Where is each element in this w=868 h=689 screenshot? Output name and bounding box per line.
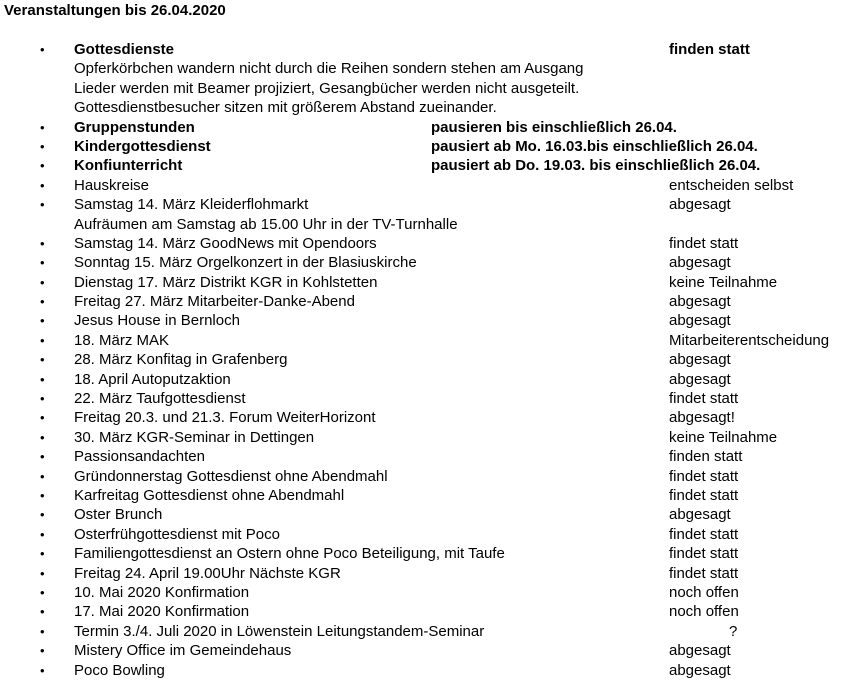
bullet-icon: •: [40, 449, 45, 465]
event-status: finden statt: [669, 448, 743, 466]
event-label: Termin 3./4. Juli 2020 in Löwenstein Leitungstandem-Seminar: [74, 622, 485, 640]
event-status: abgesagt: [669, 642, 731, 660]
page-title: Veranstaltungen bis 26.04.2020: [4, 2, 226, 19]
bullet-icon: •: [40, 429, 45, 445]
list-item: [0, 622, 868, 641]
bullet-icon: •: [40, 42, 45, 57]
event-status: abgesagt: [669, 661, 731, 679]
list-item: [0, 370, 868, 389]
event-status: findet statt: [669, 564, 739, 582]
list-item: [0, 661, 868, 680]
list-item: [0, 486, 868, 505]
bullet-icon: •: [40, 468, 45, 484]
event-status: abgesagt: [669, 312, 731, 330]
bullet-icon: •: [40, 197, 45, 213]
list-item: [0, 118, 868, 137]
bullet-icon: •: [40, 565, 45, 581]
event-label: Samstag 14. März GoodNews mit Opendoors: [74, 234, 377, 252]
list-item: [0, 505, 868, 524]
event-label: 10. Mai 2020 Konfirmation: [74, 583, 250, 601]
event-status: noch offen: [669, 603, 739, 621]
event-label: Familiengottesdienst an Ostern ohne Poco Beteiligung, mit Taufe: [74, 545, 505, 563]
event-label: Oster Brunch: [74, 506, 163, 524]
event-status: abgesagt: [669, 293, 731, 311]
bullet-icon: •: [40, 177, 45, 193]
bullet-icon: •: [40, 138, 45, 154]
list-item: [0, 447, 868, 466]
bullet-icon: •: [40, 235, 45, 251]
bullet-icon: •: [40, 507, 45, 523]
event-note: [0, 79, 868, 98]
list-item: [0, 234, 868, 253]
event-status: keine Teilnahme: [669, 428, 778, 446]
list-item: [0, 292, 868, 311]
event-status: abgesagt!: [669, 409, 735, 427]
event-note: [0, 59, 868, 78]
event-label: Freitag 20.3. und 21.3. Forum WeiterHorizont: [74, 409, 376, 427]
event-label: Karfreitag Gottesdienst ohne Abendmahl: [74, 486, 345, 504]
event-status: findet statt: [669, 467, 739, 485]
list-item: [0, 176, 868, 195]
event-label: Freitag 27. März Mitarbeiter-Danke-Abend: [74, 293, 355, 311]
list-item: [0, 389, 868, 408]
list-item: [0, 156, 868, 175]
bullet-icon: •: [40, 546, 45, 562]
bullet-icon: •: [40, 313, 45, 329]
event-status: abgesagt: [669, 506, 731, 524]
list-item: [0, 195, 868, 214]
event-label: 17. Mai 2020 Konfirmation: [74, 603, 250, 621]
event-status: noch offen: [669, 583, 739, 601]
list-item: [0, 602, 868, 621]
list-item: [0, 525, 868, 544]
list-item: [0, 408, 868, 427]
event-status: findet statt: [669, 234, 739, 252]
event-label: 22. März Taufgottesdienst: [74, 390, 246, 408]
event-label: Passionsandachten: [74, 448, 205, 466]
event-list: [0, 40, 868, 680]
event-label: Poco Bowling: [74, 661, 165, 679]
bullet-icon: •: [40, 643, 45, 659]
event-status: Mitarbeiterentscheidung: [669, 331, 830, 349]
event-status: ?: [729, 622, 738, 640]
bullet-icon: •: [40, 604, 45, 620]
event-label: Gottesdienste: [74, 41, 175, 58]
event-status: abgesagt: [669, 351, 731, 369]
list-item: [0, 331, 868, 350]
event-status: abgesagt: [669, 254, 731, 272]
list-item: [0, 583, 868, 602]
list-item: [0, 253, 868, 272]
event-status: findet statt: [669, 486, 739, 504]
event-status: abgesagt: [669, 370, 731, 388]
event-status: pausiert ab Mo. 16.03.bis einschließlich 26.04.: [431, 137, 758, 155]
event-note: [0, 215, 868, 234]
event-status: entscheiden selbst: [669, 176, 794, 194]
bullet-icon: •: [40, 487, 45, 503]
bullet-icon: •: [40, 158, 45, 174]
event-label: 30. März KGR-Seminar in Dettingen: [74, 428, 315, 446]
list-item: [0, 641, 868, 660]
event-label: 18. März MAK: [74, 331, 170, 349]
event-status: findet statt: [669, 390, 739, 408]
list-item: [0, 428, 868, 447]
event-note-text: Aufräumen am Samstag ab 15.00 Uhr in der TV-Turnhalle: [74, 215, 458, 233]
event-label: 18. April Autoputzaktion: [74, 370, 231, 388]
bullet-icon: •: [40, 371, 45, 387]
event-status: pausiert ab Do. 19.03. bis einschließlich 26.04.: [431, 157, 761, 175]
event-label: Samstag 14. März Kleiderflohmarkt: [74, 196, 309, 214]
list-item: [0, 137, 868, 156]
list-item: [0, 467, 868, 486]
event-label: Dienstag 17. März Distrikt KGR in Kohlstetten: [74, 273, 378, 291]
bullet-icon: •: [40, 352, 45, 368]
event-note-text: Opferkörbchen wandern nicht durch die Reihen sondern stehen am Ausgang: [74, 60, 584, 78]
event-status: abgesagt: [669, 196, 731, 214]
event-label: Freitag 24. April 19.00Uhr Nächste KGR: [74, 564, 341, 582]
bullet-icon: •: [40, 391, 45, 407]
event-label: Konfiunterricht: [74, 157, 183, 175]
event-label: Gründonnerstag Gottesdienst ohne Abendmahl: [74, 467, 388, 485]
bullet-icon: •: [40, 662, 45, 678]
bullet-icon: •: [40, 410, 45, 426]
bullet-icon: •: [40, 584, 45, 600]
event-label: 28. März Konfitag in Grafenberg: [74, 351, 288, 369]
event-status: finden statt: [669, 41, 750, 58]
event-note-text: Gottesdienstbesucher sitzen mit größerem Abstand zueinander.: [74, 99, 497, 117]
event-label: Osterfrühgottesdienst mit Poco: [74, 525, 280, 543]
list-item: [0, 544, 868, 563]
event-status: keine Teilnahme: [669, 273, 778, 291]
list-item: [0, 350, 868, 369]
bullet-icon: •: [40, 332, 45, 348]
bullet-icon: •: [40, 623, 45, 639]
list-item: [0, 40, 868, 59]
list-item: [0, 564, 868, 583]
bullet-icon: •: [40, 255, 45, 271]
list-item: [0, 273, 868, 292]
event-status: findet statt: [669, 545, 739, 563]
bullet-icon: •: [40, 274, 45, 290]
event-note: [0, 98, 868, 117]
event-label: Jesus House in Bernloch: [74, 312, 240, 330]
event-status: pausieren bis einschließlich 26.04.: [431, 118, 677, 136]
bullet-icon: •: [40, 526, 45, 542]
event-note-text: Lieder werden mit Beamer projiziert, Gesangbücher werden nicht ausgeteilt.: [74, 79, 580, 97]
event-label: Hauskreise: [74, 176, 150, 194]
event-label: Sonntag 15. März Orgelkonzert in der Blasiuskirche: [74, 254, 417, 272]
event-label: Gruppenstunden: [74, 118, 195, 136]
bullet-icon: •: [40, 119, 45, 135]
event-status: findet statt: [669, 525, 739, 543]
bullet-icon: •: [40, 294, 45, 310]
list-item: [0, 311, 868, 330]
event-label: Mistery Office im Gemeindehaus: [74, 642, 292, 660]
event-label: Kindergottesdienst: [74, 137, 211, 155]
